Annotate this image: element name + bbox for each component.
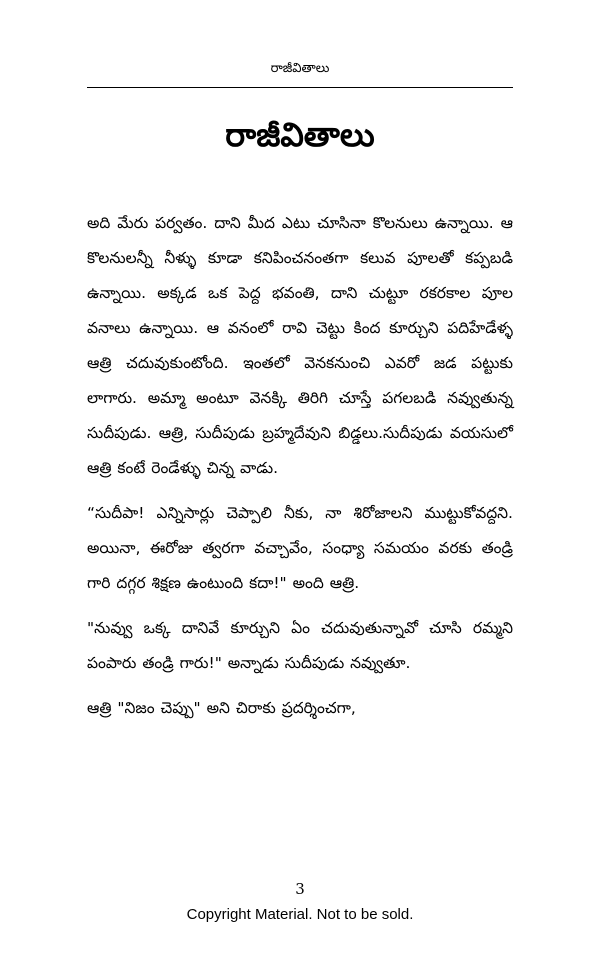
copyright-notice: Copyright Material. Not to be sold. [186, 906, 414, 923]
paragraph: అది మేరు పర్వతం. దాని మీద ఎటు చూసినా కొలనులు ఉన్నాయి. ఆ కొలనులన్నీ నీళ్ళు కూడా కనిపించనంతగా కలువ పూలతో కప్పబడి ఉన్నాయి. అక్కడ ఒక పెద్ద భవంతి, దాని చుట్టూ రకరకాల పూల వనాలు ఉన్నాయి. ఆ వనంలో రావి చెట్టు కింద కూర్చుని పదిహేడేళ్ళ ఆత్రి చదువుకుంటోంది. ఇంతలో వెనకనుంచి ఎవరో జడ పట్టుకు లాగారు. అమ్మా అంటూ వెనక్కి తిరిగి చూస్తే పగలబడి నవ్వుతున్న సుదీపుడు. ఆత్రి, సుదీపుడు బ్రహ్మదేవుని బిడ్డలు.సుదీపుడు వయసులో ఆత్రి కంటే రెండేళ్ళు చిన్న వాడు. [87, 214, 513, 477]
paragraph: "నువ్వు ఒక్క దానివే కూర్చుని ఏం చదువుతున్నావో చూసి రమ్మని పంపారు తండ్రి గారు!" అన్నాడు సుదీపుడు నవ్వుతూ. [87, 619, 513, 672]
header-divider [87, 87, 513, 88]
running-header: రాజీవితాలు [270, 61, 330, 76]
page-number: 3 [295, 880, 305, 898]
chapter-title: రాజీవితాలు [225, 115, 375, 154]
paragraph: ఆత్రి "నిజం చెప్పు" అని చిరాకు ప్రదర్శించగా, [87, 699, 356, 717]
paragraph: “సుదీపా! ఎన్నిసార్లు చెప్పాలి నీకు, నా శిరోజాలని ముట్టుకోవద్దని. అయినా, ఈరోజు త్వరగా వచ్చావేం, సంధ్యా సమయం వరకు తండ్రి గారి దగ్గర శిక్షణ ఉంటుంది కదా!" అంది ఆత్రి. [87, 504, 513, 592]
body-text [87, 206, 513, 736]
